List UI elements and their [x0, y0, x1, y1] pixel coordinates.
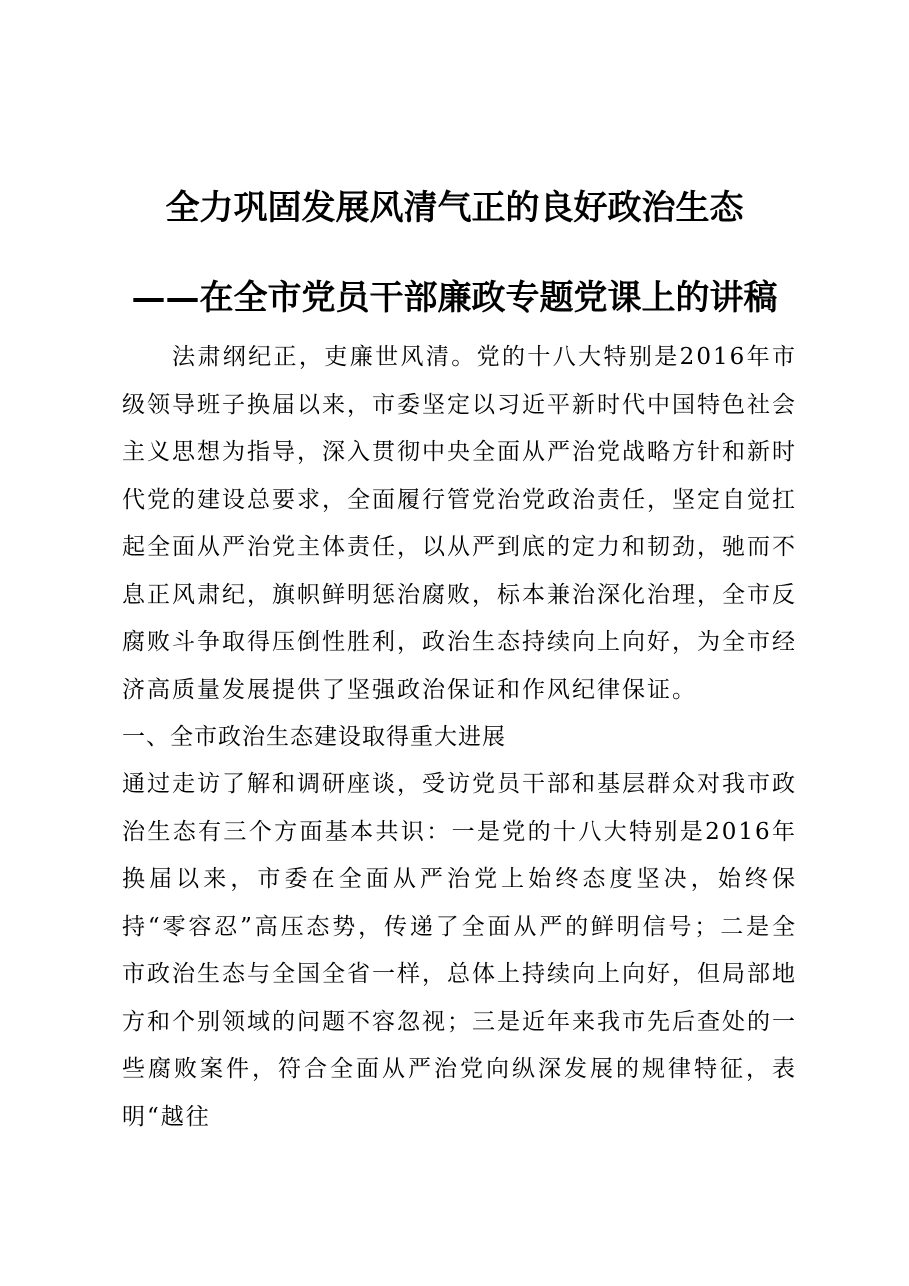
document-subtitle: ——在全市党员干部廉政专题党课上的讲稿 — [131, 278, 778, 319]
document-title: 全力巩固发展风清气正的良好政治生态 — [165, 187, 744, 228]
section-paragraph: 通过走访了解和调研座谈，受访党员干部和基层群众对我市政治生态有三个方面基本共识：一是党的十八大特别是2016年换届以来，市委在全面从严治党上始终态度坚决，始终保持“零容忍”高压态势，传递了全面从严的鲜明信号；二是全市政治生态与全国全省一样，总体上持续向上向好，但局部地方和个别领域的问题不容忽视；三是近年来我市先后查处的一些腐败案件，符合全面从严治党向纵深发展的规律特征，表明“越往 — [122, 771, 797, 1130]
section-heading: 一、全市政治生态建设取得重大进展 — [122, 724, 506, 750]
intro-paragraph: 法肃纲纪正，吏廉世风清。党的十八大特别是2016年市级领导班子换届以来，市委坚定以习近平新时代中国特色社会主义思想为指导，深入贯彻中央全面从严治党战略方针和新时代党的建设总要求，全面履行管党治党政治责任，坚定自觉扛起全面从严治党主体责任，以从严到底的定力和韧劲，驰而不息正风肃纪，旗帜鲜明惩治腐败，标本兼治深化治理，全市反腐败斗争取得压倒性胜利，政治生态持续向上向好，为全市经济高质量发展提供了坚强政治保证和作风纪律保证。 — [122, 344, 797, 703]
